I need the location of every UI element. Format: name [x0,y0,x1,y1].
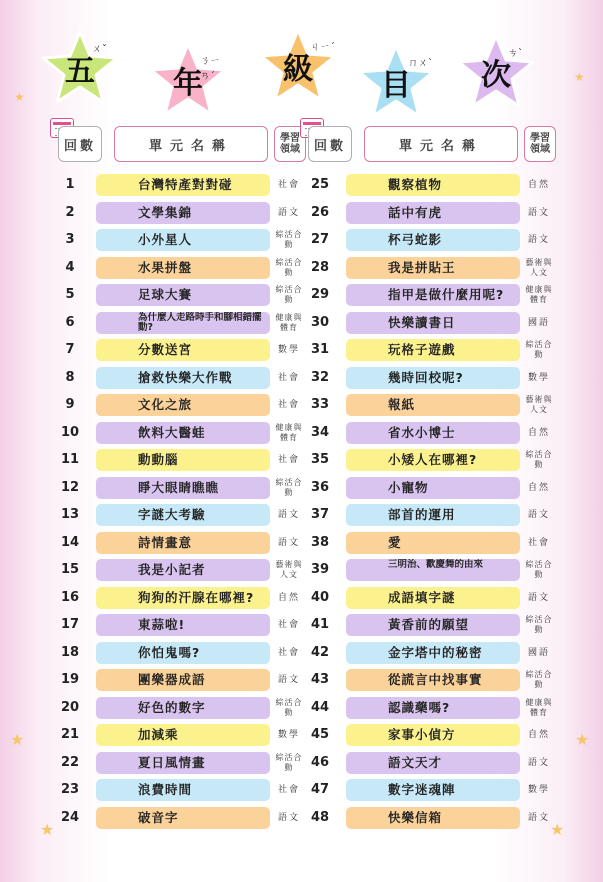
lesson-title: 東蒜啦! [138,617,186,632]
lesson-domain: 語文 [527,592,550,603]
lesson-row [40,420,303,448]
lesson-number: 12 [60,479,80,495]
lesson-row [290,200,550,228]
lesson-number: 3 [65,232,75,247]
lesson-domain: 藝術與人文 [525,257,553,277]
lesson-title: 觀察植物 [388,177,443,192]
lesson-domain: 自然 [527,427,550,438]
lesson-row [290,420,550,448]
lesson-domain: 藝術與人文 [275,560,303,579]
title-bopomofo: ㄐㄧˊ [310,42,335,53]
header-unit-name: 單元名稱 [364,126,518,162]
lesson-number: 16 [60,589,80,605]
lesson-number: 42 [310,644,330,660]
lesson-number: 9 [65,397,75,412]
title-char: 年 [173,66,203,101]
lesson-domain: 社會 [527,537,550,548]
lesson-domain: 數學 [277,730,300,740]
lesson-number: 13 [60,507,80,522]
lesson-domain: 語文 [527,510,550,520]
lesson-domain: 綜活合動 [275,477,303,497]
title-char: 目 [381,68,411,103]
lesson-row [40,365,300,393]
lesson-row [290,392,553,420]
lesson-title: 指甲是做什麼用呢? [388,287,505,302]
star-decoration: ★ [40,820,55,839]
lesson-title: 睜大眼睛瞧瞧 [138,479,220,495]
lesson-title: 夏日風情畫 [138,754,206,770]
lesson-domain: 藝術與人文 [525,395,553,414]
lesson-number: 11 [60,452,80,467]
lesson-title: 黃香前的願望 [388,617,470,632]
lesson-domain: 綜活合動 [525,450,553,469]
lesson-title: 為什麼人走路時手和腳相錯擺動? [138,311,262,333]
lesson-title: 小矮人在哪裡? [388,452,478,467]
lesson-row [40,612,300,640]
lesson-row [290,282,553,310]
lesson-row [40,392,300,420]
lesson-row [40,640,300,668]
lesson-number: 45 [310,727,330,742]
lesson-title: 破音字 [138,809,179,825]
lesson-row [40,227,303,255]
lesson-domain: 數學 [527,372,550,383]
lesson-row [290,365,550,393]
lesson-domain: 數學 [527,785,550,795]
lesson-domain: 語文 [277,207,300,218]
lesson-domain: 健康與體育 [275,312,303,332]
lesson-number: 18 [60,644,80,660]
lesson-domain: 綜活合動 [525,560,553,579]
lesson-number: 38 [310,534,330,550]
lesson-row [40,557,303,585]
title-star [40,30,120,106]
lesson-domain: 數學 [277,345,300,355]
lesson-number: 8 [65,369,75,385]
lesson-title: 台灣特產對對碰 [138,177,233,192]
lesson-number: 43 [310,672,330,687]
lesson-number: 27 [310,232,330,247]
star-decoration: ★ [574,70,585,84]
lesson-number: 15 [60,562,80,577]
lesson-domain: 語文 [527,207,550,218]
lesson-row [40,200,300,228]
lesson-title: 三明治、歡慶舞的由來 [388,559,484,570]
lesson-row [40,475,303,503]
lesson-number: 5 [65,287,75,302]
lesson-number: 37 [310,507,330,522]
lesson-title: 家事小偵方 [388,727,456,742]
lesson-title: 數字迷魂陣 [388,782,456,797]
lesson-domain: 國語 [527,317,550,328]
lesson-title: 飲料大醫蛙 [138,424,206,440]
lesson-domain: 健康與體育 [275,422,303,442]
title-star [148,42,228,118]
title-char: 次 [481,58,511,93]
lesson-domain: 語文 [277,675,300,685]
right-lesson-list [290,172,553,832]
header-number: 回數 [308,126,352,162]
lesson-number: 1 [65,177,75,192]
lesson-title: 愛 [388,534,402,550]
lesson-title: 足球大賽 [138,287,193,302]
title-bopomofo: ㄋㄧㄢˊ [200,56,220,82]
lesson-number: 36 [310,479,330,495]
title-bopomofo: ㄇㄨˋ [408,58,433,69]
lesson-title: 我是小記者 [138,562,206,577]
lesson-number: 30 [310,314,330,330]
lesson-row [290,227,550,255]
lesson-domain: 綜活合動 [275,285,303,304]
lesson-row [290,475,550,503]
lesson-row [40,337,300,365]
lesson-title: 文化之旅 [138,397,193,412]
lesson-row [40,777,300,805]
lesson-number: 17 [60,617,80,632]
lesson-title: 詩情畫意 [138,534,193,550]
lesson-number: 29 [310,287,330,302]
lesson-title: 我是拼貼王 [388,259,456,275]
lesson-row [290,310,550,338]
lesson-number: 46 [310,754,330,770]
header-number: 回數 [58,126,102,162]
lesson-title: 從謊言中找事實 [388,672,483,687]
lesson-number: 6 [65,314,75,330]
lesson-number: 22 [60,754,80,770]
star-decoration: ★ [550,820,565,839]
lesson-domain: 語文 [277,537,300,548]
lesson-number: 44 [310,699,330,715]
lesson-number: 34 [310,424,330,440]
lesson-row [290,695,553,723]
lesson-title: 幾時回校呢? [388,369,464,385]
title-bopomofo: ㄘˋ [508,48,523,59]
lesson-title: 團樂器成語 [138,672,206,687]
lesson-domain: 綜活合動 [525,340,553,359]
lesson-domain: 語文 [527,757,550,768]
title-char: 五 [65,54,95,89]
lesson-domain: 社會 [277,620,300,630]
lesson-row [40,310,303,338]
lesson-row [290,530,550,558]
lesson-title: 省水小博士 [388,424,456,440]
lesson-domain: 自然 [527,482,550,493]
lesson-row [290,447,553,475]
star-decoration: ★ [10,730,25,749]
lesson-row [40,502,300,530]
lesson-row [290,667,553,695]
lesson-row [40,667,300,695]
lesson-title: 字謎大考驗 [138,507,206,522]
lesson-domain: 綜活合動 [525,615,553,634]
lesson-number: 4 [65,259,75,275]
lesson-number: 47 [310,782,330,797]
lesson-title: 水果拼盤 [138,259,193,275]
lesson-number: 26 [310,204,330,220]
lesson-title: 杯弓蛇影 [388,232,443,247]
lesson-title: 報紙 [388,397,416,412]
title-bopomofo: ㄨˇ [92,44,107,55]
lesson-title: 語文天才 [388,754,443,770]
lesson-number: 14 [60,534,80,550]
lesson-row [290,805,550,833]
lesson-domain: 健康與體育 [525,285,553,304]
lesson-row [290,502,550,530]
lesson-title: 玩格子遊戲 [388,342,456,357]
lesson-title: 分數送宮 [138,342,193,357]
lesson-domain: 自然 [277,592,300,603]
lesson-row [290,337,553,365]
header-learning-field: 學習領域 [524,126,556,162]
lesson-title: 動動腦 [138,452,179,467]
lesson-number: 21 [60,727,80,742]
lesson-number: 32 [310,369,330,385]
lesson-row [290,722,550,750]
lesson-domain: 語文 [527,235,550,245]
lesson-number: 33 [310,397,330,412]
lesson-domain: 綜活合動 [275,697,303,717]
lesson-row [290,172,550,200]
lesson-title: 你怕鬼嗎? [138,644,201,660]
star-decoration: ★ [14,90,25,104]
lesson-domain: 綜活合動 [275,230,303,249]
lesson-number: 7 [65,342,75,357]
lesson-number: 19 [60,672,80,687]
lesson-row [40,255,303,283]
lesson-domain: 社會 [277,455,300,465]
lesson-row [40,447,300,475]
title-char: 級 [283,52,313,87]
lesson-number: 24 [60,809,80,825]
lesson-domain: 自然 [527,730,550,740]
lesson-domain: 社會 [277,180,300,190]
lesson-domain: 社會 [277,785,300,795]
lesson-domain: 綜活合動 [525,670,553,689]
lesson-number: 28 [310,259,330,275]
title-star [258,28,338,104]
lesson-domain: 健康與體育 [525,697,553,717]
lesson-row [290,585,550,613]
lesson-number: 35 [310,452,330,467]
lesson-title: 部首的運用 [388,507,456,522]
lesson-domain: 語文 [277,510,300,520]
lesson-row [40,722,300,750]
lesson-row [290,750,550,778]
lesson-domain: 語文 [527,812,550,823]
lesson-domain: 綜活合動 [275,752,303,772]
lesson-title: 加減乘 [138,727,179,742]
lesson-title: 狗狗的汗腺在哪裡? [138,589,255,605]
lesson-title: 金字塔中的秘密 [388,644,483,660]
lesson-row [290,255,553,283]
lesson-number: 48 [310,809,330,825]
title-star [356,44,436,120]
lesson-row [290,612,553,640]
lesson-title: 快樂信箱 [388,809,443,825]
lesson-row [290,777,550,805]
star-decoration: ★ [575,730,590,749]
lesson-row [40,695,303,723]
lesson-number: 41 [310,617,330,632]
lesson-title: 好色的數字 [138,699,206,715]
lesson-number: 40 [310,589,330,605]
lesson-title: 成語填字謎 [388,589,456,605]
lesson-row [40,172,300,200]
lesson-title: 快樂讀書日 [388,314,456,330]
lesson-title: 話中有虎 [388,204,443,220]
lesson-title: 小外星人 [138,232,193,247]
header-unit-name: 單元名稱 [114,126,268,162]
lesson-row [290,640,550,668]
lesson-row [40,805,300,833]
lesson-number: 31 [310,342,330,357]
lesson-title: 浪費時間 [138,782,193,797]
lesson-domain: 社會 [277,372,300,383]
lesson-row [290,557,553,585]
lesson-number: 25 [310,177,330,192]
header-learning-field: 學習領域 [274,126,306,162]
lesson-row [40,282,303,310]
lesson-domain: 社會 [277,647,300,658]
lesson-number: 23 [60,782,80,797]
lesson-row [40,530,300,558]
lesson-title: 搶救快樂大作戰 [138,369,233,385]
lesson-row [40,585,300,613]
title-star [456,34,536,110]
lesson-number: 10 [60,424,80,440]
left-lesson-list [40,172,303,832]
lesson-title: 文學集錦 [138,204,193,220]
lesson-domain: 語文 [277,812,300,823]
lesson-domain: 綜活合動 [275,257,303,277]
lesson-number: 39 [310,562,330,577]
lesson-title: 認識藥嗎? [388,699,451,715]
lesson-number: 2 [65,204,75,220]
lesson-domain: 自然 [527,180,550,190]
lesson-title: 小寵物 [388,479,429,495]
lesson-row [40,750,303,778]
lesson-domain: 社會 [277,400,300,410]
lesson-domain: 國語 [527,647,550,658]
lesson-number: 20 [60,699,80,715]
